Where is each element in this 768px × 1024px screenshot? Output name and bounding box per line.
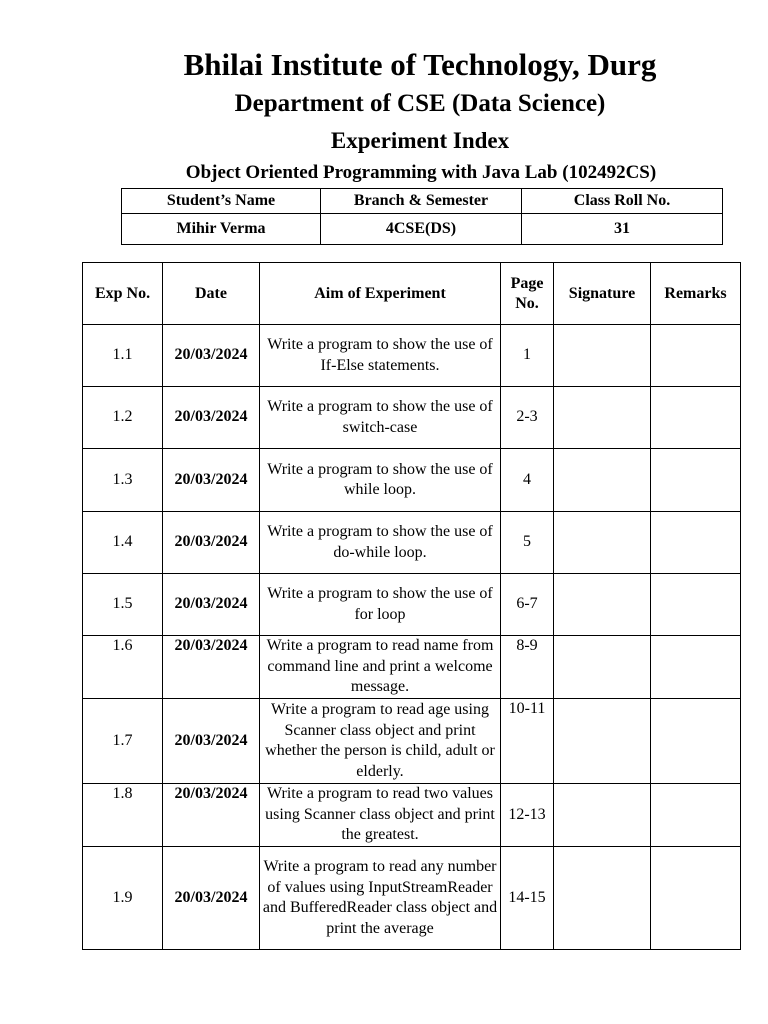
remarks-cell [651,847,741,950]
exp-no-header: Exp No. [83,263,163,325]
remarks-header: Remarks [651,263,741,325]
date-cell: 20/03/2024 [163,512,260,574]
page-no-cell: 10-11 [501,699,554,784]
signature-cell [554,449,651,512]
exp-no-cell: 1.3 [83,449,163,512]
table-row [83,784,741,847]
remarks-cell [651,449,741,512]
branch-semester-header: Branch & Semester [321,189,522,214]
table-row [83,325,741,387]
aim-cell: Write a program to show the use of while loop. [260,449,501,512]
page-no-header: Page No. [501,263,554,325]
exp-no-cell: 1.4 [83,512,163,574]
signature-header: Signature [554,263,651,325]
page-no-cell: 14-15 [501,847,554,950]
student-info-header-row [122,189,723,214]
aim-cell: Write a program to show the use of do-while loop. [260,512,501,574]
page-no-cell: 4 [501,449,554,512]
date-cell: 20/03/2024 [163,847,260,950]
aim-cell: Write a program to show the use of for loop [260,574,501,636]
experiment-index-table [82,262,741,950]
exp-no-cell: 1.9 [83,847,163,950]
signature-cell [554,387,651,449]
table-row [83,449,741,512]
aim-cell: Write a program to read two values using Scanner class object and print the greatest. [260,784,501,847]
signature-cell [554,699,651,784]
roll-no-value: 31 [522,214,723,245]
table-row [83,387,741,449]
date-cell: 20/03/2024 [163,636,260,699]
student-name-header: Student’s Name [122,189,321,214]
department-title: Department of CSE (Data Science) [234,90,606,117]
signature-cell [554,636,651,699]
signature-cell [554,512,651,574]
exp-no-cell: 1.2 [83,387,163,449]
remarks-cell [651,512,741,574]
remarks-cell [651,784,741,847]
date-header: Date [163,263,260,325]
page-no-cell: 5 [501,512,554,574]
signature-cell [554,784,651,847]
date-cell: 20/03/2024 [163,449,260,512]
aim-cell: Write a program to show the use of switch-case [260,387,501,449]
remarks-cell [651,574,741,636]
table-row [83,847,741,950]
table-row [83,699,741,784]
aim-cell: Write a program to read age using Scanner class object and print whether the person is child, adult or elderly. [260,699,501,784]
student-info-value-row [122,214,723,245]
exp-no-cell: 1.7 [83,699,163,784]
signature-cell [554,574,651,636]
student-name-value: Mihir Verma [122,214,321,245]
page-no-cell: 6-7 [501,574,554,636]
date-cell: 20/03/2024 [163,699,260,784]
signature-cell [554,847,651,950]
exp-no-cell: 1.6 [83,636,163,699]
date-cell: 20/03/2024 [163,574,260,636]
exp-no-cell: 1.1 [83,325,163,387]
branch-semester-value: 4CSE(DS) [321,214,522,245]
remarks-cell [651,325,741,387]
table-row [83,636,741,699]
roll-no-header: Class Roll No. [522,189,723,214]
page-no-cell: 8-9 [501,636,554,699]
date-cell: 20/03/2024 [163,784,260,847]
course-title: Object Oriented Programming with Java Lab (102492CS) [185,162,657,183]
date-cell: 20/03/2024 [163,387,260,449]
remarks-cell [651,387,741,449]
signature-cell [554,325,651,387]
table-row [83,512,741,574]
aim-cell: Write a program to show the use of If-Else statements. [260,325,501,387]
page-no-cell: 12-13 [501,784,554,847]
remarks-cell [651,699,741,784]
institute-title: Bhilai Institute of Technology, Durg [183,47,657,82]
aim-header: Aim of Experiment [260,263,501,325]
exp-no-cell: 1.8 [83,784,163,847]
page-no-cell: 1 [501,325,554,387]
aim-cell: Write a program to read name from command line and print a welcome message. [260,636,501,699]
page-no-cell: 2-3 [501,387,554,449]
index-header-row [83,263,741,325]
remarks-cell [651,636,741,699]
date-cell: 20/03/2024 [163,325,260,387]
aim-cell: Write a program to read any number of values using InputStreamReader and BufferedReader class object and print the average [260,847,501,950]
student-info-table [121,188,723,245]
table-row [83,574,741,636]
document-title: Experiment Index [330,128,510,153]
exp-no-cell: 1.5 [83,574,163,636]
